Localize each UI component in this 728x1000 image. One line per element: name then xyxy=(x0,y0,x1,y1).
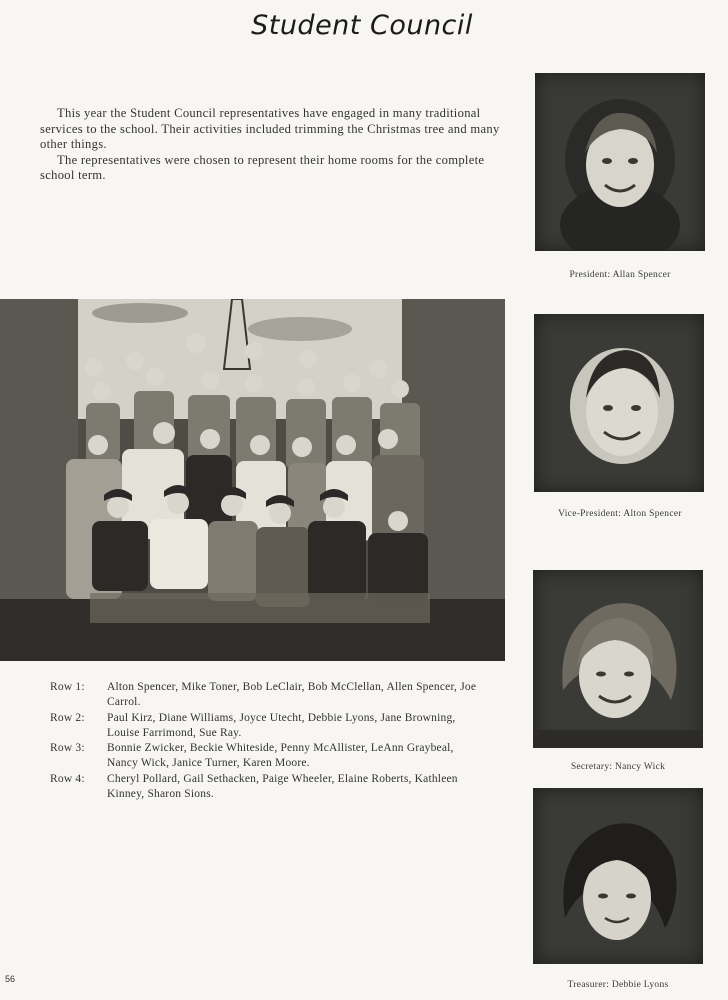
roster-row-label: Row 1: xyxy=(50,681,85,693)
intro-text xyxy=(40,106,510,184)
secretary-portrait xyxy=(533,570,703,748)
treasurer-caption: Treasurer: Debbie Lyons xyxy=(567,980,669,990)
roster-row-names: Bonnie Zwicker, Beckie Whiteside, Penny McAllister, LeAnn Graybeal, Nancy Wick, Janice Turner, Karen Moore. xyxy=(107,742,454,770)
vice-president-portrait xyxy=(534,314,704,492)
roster-row-names: Alton Spencer, Mike Toner, Bob LeClair, Bob McClellan, Allen Spencer, Joe Carrol. xyxy=(107,681,477,709)
group-photo xyxy=(0,299,505,661)
roster-row-names: Paul Kirz, Diane Williams, Joyce Utecht, Debbie Lyons, Jane Browning, Louise Farrimond, Sue Ray. xyxy=(107,711,456,739)
intro-paragraph-1: This year the Student Council representatives have engaged in many traditional services to the school. Their activities included trimming the Christmas tree and many other things. xyxy=(40,106,500,151)
vice-president-caption: Vice-President: Alton Spencer xyxy=(558,509,682,519)
list-item xyxy=(50,741,480,772)
page-number: 56 xyxy=(5,974,16,984)
president-caption: President: Allan Spencer xyxy=(569,270,671,280)
treasurer-portrait xyxy=(533,788,703,964)
page-title: Student Council xyxy=(251,10,473,41)
president-portrait xyxy=(535,73,705,251)
roster-row-label: Row 3: xyxy=(50,742,85,755)
list-item xyxy=(50,711,480,742)
roster-row-label: Row 2: xyxy=(50,711,85,724)
list-item xyxy=(50,680,480,711)
secretary-caption: Secretary: Nancy Wick xyxy=(570,762,666,772)
roster-row-label: Row 4: xyxy=(50,772,85,785)
intro-paragraph-2: The representatives were chosen to represent their home rooms for the complete school term. xyxy=(40,152,485,182)
roster-row-names: Cheryl Pollard, Gail Sethacken, Paige Wheeler, Elaine Roberts, Kathleen Kinney, Sharon Sions. xyxy=(107,772,458,801)
roster-list xyxy=(50,680,480,802)
list-item xyxy=(50,772,480,803)
